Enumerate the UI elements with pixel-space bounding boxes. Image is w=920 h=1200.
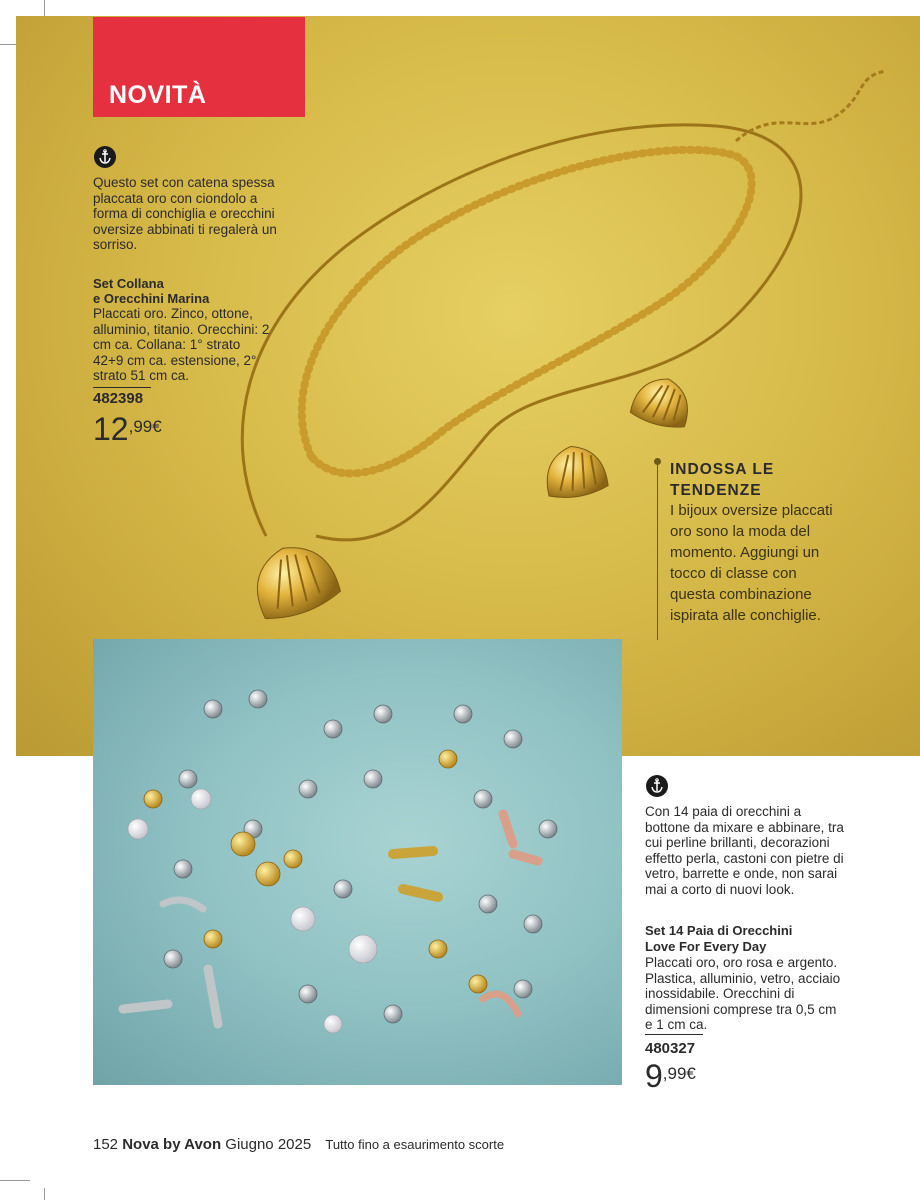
page-number: 152	[93, 1136, 119, 1153]
anchor-icon	[646, 775, 668, 797]
issue-date: Giugno 2025	[225, 1136, 312, 1153]
product2-description: Con 14 paia di orecchini a bottone da mixare e abbinare, tra cui perline brillanti, decorazioni effetto perla, castoni con pietre di vetro, barrette e onde, non sarai mai a corto di nuovi look.	[645, 804, 844, 897]
trend-heading: INDOSSA LE TENDENZE	[670, 461, 775, 499]
product1-description: Questo set con catena spessa placcata oro con ciondolo a forma di conchiglia e orecchini oversize abbinati ti regalerà un sorriso.	[93, 175, 277, 252]
crop-mark	[0, 1180, 30, 1181]
product1-price-cents: ,99€	[128, 417, 162, 436]
crop-mark	[44, 1188, 45, 1200]
new-badge	[93, 17, 305, 117]
trend-dot	[654, 458, 661, 465]
earrings-illustration	[93, 639, 622, 1085]
product1-title-line2: e Orecchini Marina	[93, 291, 210, 306]
earrings-photo	[93, 639, 622, 1085]
product2-title-line1: Set 14 Paia di Orecchini	[645, 923, 793, 938]
trend-rule	[657, 460, 658, 640]
product1-price	[93, 413, 162, 445]
product2-details: Placcati oro, oro rosa e argento. Plastica, alluminio, vetro, acciaio inossidabile. Orecchini di dimensioni comprese tra 0,5 cm e 1 cm ca.	[645, 955, 841, 1032]
product1-price-main: 12	[93, 411, 129, 447]
product1-code: 482398	[93, 390, 144, 407]
product1-details: Placcati oro. Zinco, ottone, alluminio, titanio. Orecchini: 2 cm ca. Collana: 1° strato 42+9 cm ca. estensione, 2° strato 51 cm ca.	[93, 306, 270, 383]
brand-name: Nova by Avon	[122, 1136, 222, 1153]
product2-price-main: 9	[645, 1058, 663, 1094]
page-footer	[93, 1136, 504, 1153]
product2-title-line2: Love For Every Day	[645, 939, 767, 954]
trend-body: I bijoux oversize placcati oro sono la moda del momento. Aggiungi un tocco di classe con questa combinazione ispirata alle conchiglie.	[670, 502, 833, 624]
stock-note: Tutto fino a esaurimento scorte	[325, 1137, 505, 1152]
product2-code: 480327	[645, 1040, 696, 1057]
product1-divider	[93, 387, 151, 388]
product2-price	[645, 1060, 696, 1092]
product2-divider	[645, 1034, 703, 1035]
product2-price-cents: ,99€	[662, 1064, 696, 1083]
new-badge-label: NOVITÀ	[109, 81, 207, 109]
product1-title-line1: Set Collana	[93, 276, 164, 291]
anchor-icon	[94, 146, 116, 168]
